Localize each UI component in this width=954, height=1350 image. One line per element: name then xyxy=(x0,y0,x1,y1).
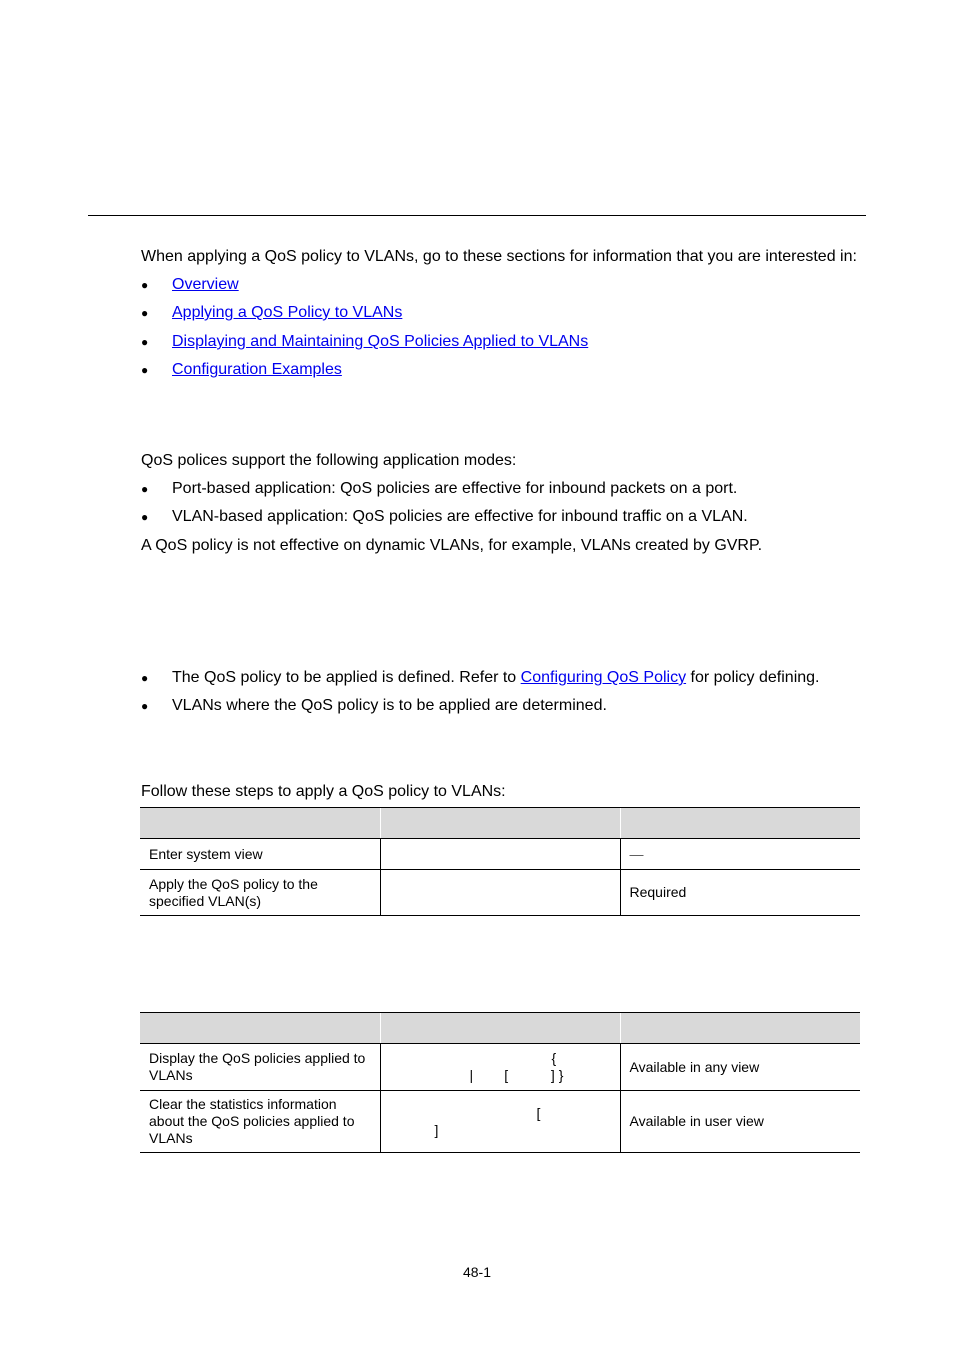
overview-note: A QoS policy is not effective on dynamic VLANs, for example, VLANs created by GVRP. xyxy=(141,537,763,554)
table-row xyxy=(140,1044,860,1091)
prereq-bullet xyxy=(172,668,819,688)
link-configuration-examples[interactable]: Configuration Examples xyxy=(172,361,342,378)
page-number: 48-1 xyxy=(462,1264,492,1280)
table-row xyxy=(140,839,860,870)
operation-cell: Clear the statistics information about the QoS policies applied to VLANs xyxy=(140,1091,380,1153)
intro-text: When applying a QoS policy to VLANs, go to these sections for information that you are interested in: xyxy=(141,248,857,265)
command-cell xyxy=(380,1044,620,1091)
remark-cell: — xyxy=(620,839,860,870)
link-displaying-maintaining[interactable]: Displaying and Maintaining QoS Policies Applied to VLANs xyxy=(172,333,589,350)
header-cell xyxy=(380,1013,620,1044)
link-overview[interactable]: Overview xyxy=(172,276,239,293)
bullet-icon: ● xyxy=(141,363,149,377)
header-cell xyxy=(140,1013,380,1044)
operation-cell: Apply the QoS policy to the specified VLAN(s) xyxy=(140,870,380,916)
command-line: [ xyxy=(536,1104,541,1121)
table-header-row xyxy=(140,1013,860,1044)
prereq-bullet: VLANs where the QoS policy is to be applied are determined. xyxy=(172,697,607,714)
steps-text: Follow these steps to apply a QoS policy to VLANs: xyxy=(141,783,506,800)
operation-cell: Display the QoS policies applied to VLANs xyxy=(140,1044,380,1091)
bullet-icon: ● xyxy=(141,482,149,496)
table-row xyxy=(140,870,860,916)
header-cell xyxy=(380,808,620,839)
table-row xyxy=(140,1091,860,1153)
bullet-icon: ● xyxy=(141,278,149,292)
bullet-icon: ● xyxy=(141,699,149,713)
command-line: { xyxy=(551,1050,557,1066)
display-maintain-table xyxy=(140,1012,860,1153)
remark-cell: Available in user view xyxy=(620,1091,860,1153)
header-cell xyxy=(620,1013,860,1044)
operation-cell: Enter system view xyxy=(140,839,380,870)
prereq-text-before: The QoS policy to be applied is defined. Refer to xyxy=(172,669,521,686)
overview-bullet: Port-based application: QoS policies are effective for inbound packets on a port. xyxy=(172,480,738,497)
remark-cell: Required xyxy=(620,870,860,916)
bullet-icon: ● xyxy=(141,306,149,320)
bullet-icon: ● xyxy=(141,510,149,524)
config-steps-table xyxy=(140,807,860,916)
table-header-row xyxy=(140,808,860,839)
command-line: ] xyxy=(434,1121,439,1138)
bullet-icon: ● xyxy=(141,671,149,685)
header-cell xyxy=(140,808,380,839)
header-rule xyxy=(88,215,866,216)
prereq-text-after: for policy defining. xyxy=(686,669,820,686)
remark-cell: Available in any view xyxy=(620,1044,860,1091)
link-configuring-qos-policy[interactable]: Configuring QoS Policy xyxy=(520,669,687,686)
command-cell xyxy=(380,870,620,916)
command-cell xyxy=(380,839,620,870)
command-line: | [ ] } xyxy=(469,1067,564,1083)
overview-text: QoS polices support the following application modes: xyxy=(141,452,517,469)
overview-bullet: VLAN-based application: QoS policies are effective for inbound traffic on a VLAN. xyxy=(172,508,748,525)
header-cell xyxy=(620,808,860,839)
command-cell xyxy=(380,1091,620,1153)
bullet-icon: ● xyxy=(141,335,149,349)
link-applying-policy[interactable]: Applying a QoS Policy to VLANs xyxy=(172,304,403,321)
